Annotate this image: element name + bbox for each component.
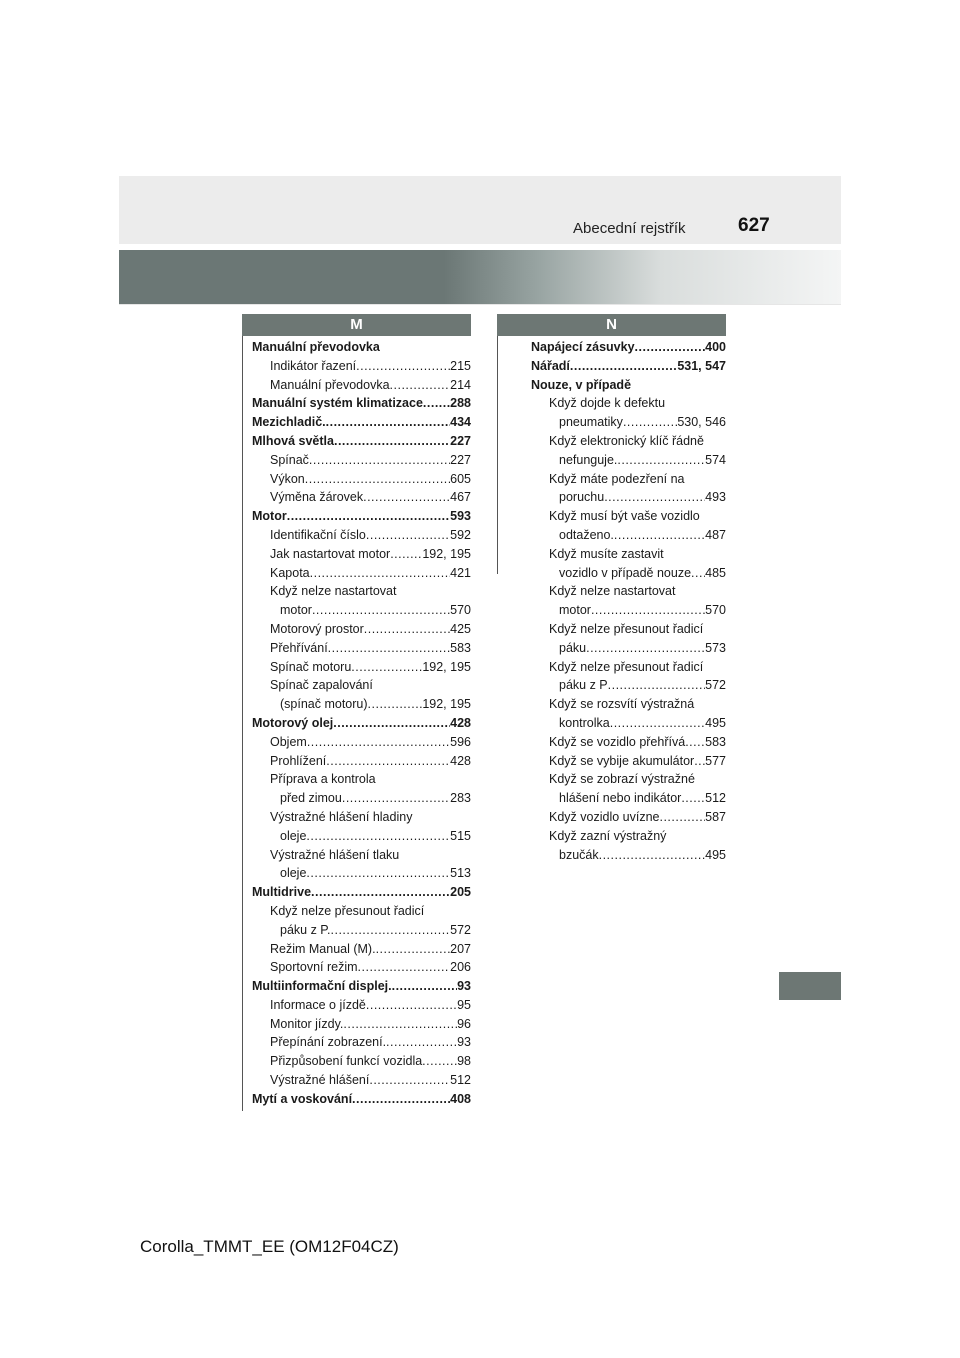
index-entry	[531, 808, 726, 827]
leader-dots	[422, 1052, 457, 1071]
header-band	[119, 176, 841, 244]
entry-page[interactable]: 288	[450, 396, 471, 411]
column-rule	[497, 336, 498, 574]
index-entry	[531, 564, 726, 583]
index-entry	[531, 451, 726, 470]
leader-dots	[376, 940, 451, 959]
index-entry	[252, 545, 471, 564]
entry-term: Manuální systém klimatizace	[252, 396, 423, 411]
entry-term: Kapota	[270, 565, 310, 580]
leader-dots	[307, 733, 450, 752]
entry-term: páku z P.	[280, 922, 331, 937]
entry-term: Manuální převodovka	[270, 377, 390, 392]
leader-dots	[311, 883, 450, 902]
index-entry	[252, 921, 471, 940]
index-column-m	[242, 314, 471, 1109]
entry-page[interactable]: 98	[457, 1054, 471, 1069]
entry-term: Přepínání zobrazení.	[270, 1035, 387, 1050]
entry-page[interactable]: 408	[450, 1091, 471, 1106]
entry-page[interactable]: 593	[450, 509, 471, 524]
entry-page[interactable]: 577	[705, 753, 726, 768]
entry-term: Manuální převodovka	[252, 340, 380, 354]
entry-term: Přehřívání	[270, 640, 328, 655]
entry-page[interactable]: 400	[705, 340, 726, 354]
index-entry	[252, 940, 471, 959]
leader-dots	[390, 376, 451, 395]
leader-dots	[694, 752, 705, 771]
index-entry	[252, 733, 471, 752]
entry-page[interactable]: 207	[450, 941, 471, 956]
index-entry	[531, 601, 726, 620]
entry-term: Výkon	[270, 471, 305, 486]
leader-dots	[343, 1015, 457, 1034]
column-rule	[242, 336, 243, 1111]
leader-dots	[623, 413, 677, 432]
entry-page[interactable]: 428	[450, 753, 471, 768]
entry-page[interactable]: 572	[450, 922, 471, 937]
index-entry	[252, 770, 471, 789]
index-entry	[531, 846, 726, 865]
index-entry	[531, 752, 726, 771]
entry-page[interactable]: 96	[457, 1016, 471, 1031]
entry-page[interactable]: 428	[450, 715, 471, 730]
index-entry	[252, 752, 471, 771]
index-entry	[531, 695, 726, 714]
entry-page[interactable]: 192, 195	[422, 546, 471, 561]
entry-term: Když dojde k defektu	[549, 396, 666, 411]
index-entry	[531, 770, 726, 789]
leader-dots	[392, 977, 458, 996]
entry-page[interactable]: 515	[450, 828, 471, 843]
entry-page[interactable]: 495	[705, 715, 726, 730]
entry-term: Když elektronický klíč řádně	[549, 433, 704, 448]
leader-dots	[363, 488, 450, 507]
entry-term: Napájecí zásuvky	[531, 340, 635, 354]
entry-page[interactable]: 583	[450, 640, 471, 655]
leader-dots	[586, 639, 705, 658]
entry-term: Když musí být vaše vozidlo	[549, 509, 700, 524]
entry-page[interactable]: 205	[450, 885, 471, 900]
leader-dots	[331, 921, 451, 940]
entry-term: nefunguje.	[559, 452, 618, 467]
entry-term: Mezichladič.	[252, 415, 326, 430]
leader-dots	[342, 789, 450, 808]
entry-term: Monitor jízdy.	[270, 1016, 344, 1031]
entry-term: Když se vozidlo přehřívá	[549, 734, 686, 749]
entry-term: Jak nastartovat motor	[270, 546, 391, 561]
entry-term: páku	[559, 640, 587, 655]
leader-dots	[617, 451, 705, 470]
letter-header-m: M	[242, 314, 471, 336]
index-entry	[252, 827, 471, 846]
entry-page[interactable]: 425	[450, 621, 471, 636]
entry-page[interactable]: 587	[705, 809, 726, 824]
entry-term: Spínač motoru	[270, 659, 352, 674]
entry-term: Motorový olej	[252, 715, 334, 730]
leader-dots	[599, 846, 706, 865]
index-entry	[531, 827, 726, 846]
page-number: 627	[738, 215, 770, 236]
entry-page[interactable]: 93	[457, 979, 471, 994]
index-entry	[252, 357, 471, 376]
index-entry	[252, 996, 471, 1015]
entry-term: oleje	[280, 828, 307, 843]
entry-page[interactable]: 531, 547	[677, 358, 726, 373]
index-entry	[531, 620, 726, 639]
index-entry	[252, 1071, 471, 1090]
entry-term: Příprava a kontrola	[270, 772, 376, 787]
entry-page[interactable]: 214	[450, 377, 471, 392]
entry-term: Když se vybije akumulátor	[549, 753, 695, 768]
entry-term: Sportovní režim	[270, 960, 358, 975]
leader-dots	[368, 695, 423, 714]
leader-dots	[326, 413, 451, 432]
leader-dots	[364, 620, 450, 639]
index-entry	[531, 357, 726, 376]
index-entry	[252, 714, 471, 733]
chapter-tab	[779, 972, 841, 1000]
leader-dots	[356, 357, 450, 376]
index-entry	[252, 451, 471, 470]
leader-dots	[305, 470, 450, 489]
index-entry	[531, 338, 726, 357]
entry-term: páku z P	[559, 678, 608, 693]
index-entry	[531, 394, 726, 413]
index-entry	[531, 470, 726, 489]
index-entry	[531, 413, 726, 432]
entry-term: Když nelze nastartovat	[270, 584, 397, 599]
entry-term: Motor	[252, 509, 287, 524]
index-entry	[531, 376, 726, 395]
index-entry	[531, 526, 726, 545]
leader-dots	[366, 996, 457, 1015]
entry-page[interactable]: 495	[705, 847, 726, 862]
index-entry	[531, 676, 726, 695]
leader-dots	[570, 357, 677, 376]
index-entry	[531, 507, 726, 526]
letter-header-n: N	[497, 314, 726, 336]
index-entry	[252, 902, 471, 921]
leader-dots	[309, 451, 450, 470]
leader-dots	[312, 601, 450, 620]
leader-dots	[604, 488, 705, 507]
entry-term: Spínač	[270, 452, 309, 467]
index-entry	[531, 582, 726, 601]
entry-term: Výstražné hlášení tlaku	[270, 847, 400, 862]
entry-term: Přizpůsobení funkcí vozidla	[270, 1054, 423, 1069]
index-entry	[252, 601, 471, 620]
index-entry	[531, 545, 726, 564]
index-entry	[252, 470, 471, 489]
index-entry	[252, 338, 471, 357]
leader-dots	[328, 639, 450, 658]
index-entry	[252, 526, 471, 545]
entry-term: Indikátor řazení	[270, 358, 357, 373]
entry-page[interactable]: 530, 546	[677, 415, 726, 430]
index-entry	[252, 376, 471, 395]
index-entry	[531, 639, 726, 658]
entry-term: Když se zobrazí výstražné	[549, 772, 695, 787]
index-entry	[252, 1090, 471, 1109]
entry-term: Mlhová světla	[252, 433, 334, 448]
entry-term: Objem	[270, 734, 307, 749]
entry-page[interactable]: 513	[450, 866, 471, 881]
entry-term: Výstražné hlášení	[270, 1073, 370, 1088]
index-entry	[531, 789, 726, 808]
index-entry	[252, 676, 471, 695]
entry-term: vozidlo v případě nouze	[559, 565, 692, 580]
entry-page[interactable]: 421	[450, 565, 471, 580]
leader-dots	[610, 714, 705, 733]
entry-term: Když nelze přesunout řadicí	[549, 659, 704, 674]
index-entry	[252, 1052, 471, 1071]
index-entry	[252, 507, 471, 526]
index-entry	[531, 714, 726, 733]
entry-page[interactable]: 215	[450, 358, 471, 373]
leader-dots	[287, 507, 450, 526]
index-entry	[252, 958, 471, 977]
entry-page[interactable]: 93	[457, 1035, 471, 1050]
entry-page[interactable]: 573	[705, 640, 726, 655]
index-entry	[531, 432, 726, 451]
leader-dots	[681, 789, 705, 808]
index-entry	[252, 977, 471, 996]
entry-page[interactable]: 485	[705, 565, 726, 580]
index-entry	[252, 864, 471, 883]
index-entry	[531, 488, 726, 507]
leader-dots	[691, 564, 705, 583]
entry-page[interactable]: 605	[450, 471, 471, 486]
index-entry	[252, 695, 471, 714]
entry-term: bzučák	[559, 847, 599, 862]
entry-page[interactable]: 570	[705, 603, 726, 618]
leader-dots	[369, 1071, 450, 1090]
entry-term: Mytí a voskování	[252, 1091, 353, 1106]
entry-term: Nářadí	[531, 358, 570, 373]
leader-dots	[326, 752, 450, 771]
entry-term: hlášení nebo indikátor	[559, 791, 682, 806]
index-entry	[252, 1015, 471, 1034]
entry-term: pneumatiky	[559, 415, 623, 430]
entry-page[interactable]: 583	[705, 734, 726, 749]
footer-document-id: Corolla_TMMT_EE (OM12F04CZ)	[140, 1237, 399, 1256]
index-entry	[252, 789, 471, 808]
index-entry	[252, 488, 471, 507]
index-entry	[252, 846, 471, 865]
entry-page[interactable]: 512	[705, 791, 726, 806]
entry-page[interactable]: 192, 195	[422, 697, 471, 712]
entry-term: Výstražné hlášení hladiny	[270, 809, 413, 824]
entry-page[interactable]: 434	[450, 415, 471, 430]
entry-term: Multidrive	[252, 885, 312, 900]
entry-page[interactable]: 206	[450, 960, 471, 975]
leader-dots	[635, 338, 706, 357]
leader-dots	[334, 432, 450, 451]
entry-term: Výměna žárovek	[270, 490, 364, 505]
entry-term: Když vozidlo uvízne	[549, 809, 660, 824]
entry-page[interactable]: 596	[450, 734, 471, 749]
leader-dots	[685, 733, 705, 752]
entry-page[interactable]: 95	[457, 997, 471, 1012]
entry-page[interactable]: 192, 195	[422, 659, 471, 674]
entry-page[interactable]: 572	[705, 678, 726, 693]
entry-term: Multiinformační displej.	[252, 979, 392, 994]
entry-page[interactable]: 570	[450, 603, 471, 618]
entry-term: oleje	[280, 866, 307, 881]
entry-term: Režim Manual (M).	[270, 941, 376, 956]
entry-term: Identifikační číslo	[270, 527, 366, 542]
index-entry	[252, 883, 471, 902]
leader-dots	[333, 714, 450, 733]
divider	[119, 304, 841, 305]
entry-page[interactable]: 592	[450, 527, 471, 542]
index-entry	[252, 413, 471, 432]
entry-term: Když nelze přesunout řadicí	[549, 621, 704, 636]
leader-dots	[386, 1033, 457, 1052]
entry-page[interactable]: 227	[450, 433, 471, 448]
entry-term: Motorový prostor	[270, 621, 364, 636]
entry-term: Prohlížení	[270, 753, 327, 768]
index-entry	[252, 1033, 471, 1052]
leader-dots	[310, 564, 451, 583]
entry-term: odtaženo.	[559, 527, 614, 542]
leader-dots	[390, 545, 422, 564]
index-entry	[531, 658, 726, 677]
leader-dots	[608, 676, 706, 695]
entry-page[interactable]: 493	[705, 490, 726, 505]
index-entry	[252, 808, 471, 827]
index-entry	[252, 639, 471, 658]
entry-term: Nouze, v případě	[531, 377, 632, 392]
entry-term: Když zazní výstražný	[549, 828, 667, 843]
entry-term: Když se rozsvítí výstražná	[549, 697, 695, 712]
index-entry	[252, 620, 471, 639]
index-column-n	[497, 314, 726, 864]
index-entry	[252, 582, 471, 601]
entry-page[interactable]: 283	[450, 791, 471, 806]
entry-list-m	[242, 338, 471, 1109]
leader-dots	[351, 658, 422, 677]
entry-page[interactable]: 574	[705, 452, 726, 467]
entry-list-n	[497, 338, 726, 864]
entry-page[interactable]: 227	[450, 452, 471, 467]
entry-page[interactable]: 512	[450, 1073, 471, 1088]
index-entry	[252, 432, 471, 451]
entry-term: poruchu	[559, 490, 605, 505]
entry-term: Když máte podezření na	[549, 471, 685, 486]
leader-dots	[306, 827, 450, 846]
index-entry	[252, 394, 471, 413]
decorative-gradient-band	[119, 250, 841, 304]
leader-dots	[591, 601, 705, 620]
entry-term: motor	[280, 603, 312, 618]
leader-dots	[366, 526, 450, 545]
entry-term: (spínač motoru)	[280, 697, 368, 712]
index-entry	[531, 733, 726, 752]
leader-dots	[423, 394, 450, 413]
entry-term: Když nelze nastartovat	[549, 584, 676, 599]
index-entry	[252, 658, 471, 677]
section-title: Abecední rejstřík	[573, 220, 686, 237]
entry-term: Spínač zapalování	[270, 678, 373, 693]
entry-page[interactable]: 467	[450, 490, 471, 505]
leader-dots	[358, 958, 451, 977]
entry-term: Informace o jízdě	[270, 997, 366, 1012]
entry-term: kontrolka	[559, 715, 610, 730]
leader-dots	[306, 864, 450, 883]
index-entry	[252, 564, 471, 583]
entry-term: Když musíte zastavit	[549, 546, 664, 561]
leader-dots	[659, 808, 705, 827]
entry-term: Když nelze přesunout řadicí	[270, 903, 425, 918]
entry-term: motor	[559, 603, 591, 618]
leader-dots	[614, 526, 705, 545]
entry-page[interactable]: 487	[705, 527, 726, 542]
leader-dots	[352, 1090, 450, 1109]
entry-term: před zimou	[280, 791, 342, 806]
